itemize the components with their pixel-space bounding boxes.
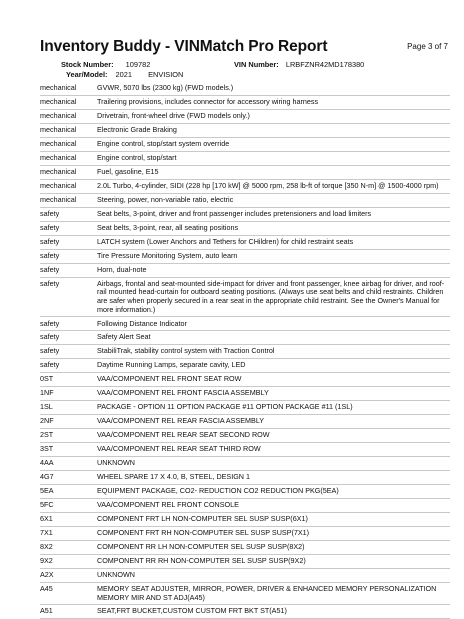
row-description: UNKNOWN bbox=[97, 458, 135, 468]
table-row bbox=[40, 208, 450, 222]
table-row bbox=[40, 345, 450, 359]
page-number: Page 3 of 7 bbox=[407, 42, 448, 51]
table-row bbox=[40, 110, 450, 124]
options-table bbox=[40, 82, 450, 619]
row-code: mechanical bbox=[40, 83, 77, 93]
stock-number-field bbox=[61, 60, 150, 69]
table-row bbox=[40, 138, 450, 152]
table-row bbox=[40, 485, 450, 499]
model-value: ENVISION bbox=[148, 70, 184, 79]
table-row bbox=[40, 499, 450, 513]
table-row bbox=[40, 222, 450, 236]
row-description: Safety Alert Seat bbox=[97, 332, 151, 342]
row-description: Steering, power, non-variable ratio, electric bbox=[97, 194, 234, 204]
table-row bbox=[40, 569, 450, 583]
table-row bbox=[40, 331, 450, 345]
row-description: GVWR, 5070 lbs (2300 kg) (FWD models.) bbox=[97, 83, 234, 93]
row-code: 7X1 bbox=[40, 528, 53, 538]
table-row bbox=[40, 555, 450, 569]
row-description: VAA/COMPONENT REL REAR SEAT SECOND ROW bbox=[97, 430, 270, 440]
row-description: SEAT,FRT BUCKET,CUSTOM CUSTOM FRT BKT ST(A51) bbox=[97, 606, 287, 616]
row-description: Tire Pressure Monitoring System, auto learn bbox=[97, 250, 238, 260]
row-code: mechanical bbox=[40, 97, 77, 107]
row-description: EQUIPMENT PACKAGE, CO2- REDUCTION CO2 REDUCTION PKG(5EA) bbox=[97, 486, 339, 496]
table-row bbox=[40, 429, 450, 443]
row-code: safety bbox=[40, 236, 60, 246]
row-code: 3ST bbox=[40, 444, 54, 454]
row-description: MEMORY SEAT ADJUSTER, MIRROR, POWER, DRIVER & ENHANCED MEMORY PERSONALIZATION MEMORY MIR AND ST ADJ(A45) bbox=[97, 583, 437, 602]
row-code: A51 bbox=[40, 606, 53, 616]
table-row bbox=[40, 359, 450, 373]
table-row bbox=[40, 96, 450, 110]
stock-number-value: 109782 bbox=[125, 60, 151, 69]
row-code: 2ST bbox=[40, 430, 54, 440]
row-code: mechanical bbox=[40, 125, 77, 135]
year-value: 2021 bbox=[115, 70, 132, 79]
table-row bbox=[40, 443, 450, 457]
row-code: safety bbox=[40, 264, 60, 274]
row-description: VAA/COMPONENT REL REAR FASCIA ASSEMBLY bbox=[97, 416, 265, 426]
table-row bbox=[40, 236, 450, 250]
stock-number-label: Stock Number: bbox=[61, 60, 114, 69]
table-row bbox=[40, 471, 450, 485]
row-code: mechanical bbox=[40, 167, 77, 176]
table-row bbox=[40, 264, 450, 278]
row-description: Fuel, gasoline, E15 bbox=[97, 167, 159, 176]
table-row bbox=[40, 250, 450, 264]
row-description: COMPONENT FRT LH NON-COMPUTER SEL SUSP SUSP(6X1) bbox=[97, 514, 308, 524]
row-description: Daytime Running Lamps, separate cavity, LED bbox=[97, 360, 246, 370]
row-code: safety bbox=[40, 250, 60, 260]
table-row bbox=[40, 82, 450, 96]
table-row bbox=[40, 605, 450, 619]
row-code: mechanical bbox=[40, 194, 77, 204]
row-code: 2NF bbox=[40, 416, 54, 426]
row-code: 1NF bbox=[40, 388, 54, 398]
vin-number-label: VIN Number: bbox=[234, 60, 279, 69]
row-code: safety bbox=[40, 208, 60, 218]
row-code: A45 bbox=[40, 583, 53, 593]
table-row bbox=[40, 166, 450, 180]
row-code: mechanical bbox=[40, 111, 77, 121]
row-code: 0ST bbox=[40, 374, 54, 384]
row-code: 5FC bbox=[40, 500, 54, 510]
row-description: Horn, dual-note bbox=[97, 264, 147, 274]
row-code: mechanical bbox=[40, 139, 77, 149]
row-description: COMPONENT RR LH NON-COMPUTER SEL SUSP SUSP(8X2) bbox=[97, 542, 305, 551]
vin-number-value: LRBFZNR42MD178380 bbox=[285, 60, 365, 69]
row-code: safety bbox=[40, 278, 60, 288]
row-code: 8X2 bbox=[40, 542, 53, 551]
table-row bbox=[40, 124, 450, 138]
row-description: COMPONENT FRT RH NON-COMPUTER SEL SUSP SUSP(7X1) bbox=[97, 528, 310, 538]
row-description: VAA/COMPONENT REL REAR SEAT THIRD ROW bbox=[97, 444, 261, 454]
row-description: VAA/COMPONENT REL FRONT SEAT ROW bbox=[97, 374, 242, 384]
vin-number-field bbox=[234, 60, 364, 69]
row-code: 6X1 bbox=[40, 514, 53, 524]
table-row bbox=[40, 401, 450, 415]
report-title: Inventory Buddy - VINMatch Pro Report bbox=[40, 38, 328, 55]
row-description: Seat belts, 3-point, driver and front passenger includes pretensioners and load limiters bbox=[97, 208, 372, 218]
row-description: Engine control, stop/start system override bbox=[97, 139, 230, 149]
row-code: safety bbox=[40, 346, 60, 356]
row-code: safety bbox=[40, 332, 60, 342]
row-code: mechanical bbox=[40, 153, 77, 163]
row-description: VAA/COMPONENT REL FRONT FASCIA ASSEMBLY bbox=[97, 388, 269, 398]
row-description: Following Distance Indicator bbox=[97, 318, 187, 328]
row-code: 9X2 bbox=[40, 555, 53, 565]
row-description: StabiliTrak, stability control system with Traction Control bbox=[97, 346, 275, 356]
year-model-field bbox=[66, 70, 183, 79]
table-row bbox=[40, 152, 450, 166]
row-description: PACKAGE - OPTION 11 OPTION PACKAGE #11 OPTION PACKAGE #11 (1SL) bbox=[97, 402, 353, 412]
table-row bbox=[40, 180, 450, 194]
table-row bbox=[40, 457, 450, 471]
row-code: mechanical bbox=[40, 180, 77, 190]
row-code: 4AA bbox=[40, 458, 54, 468]
table-row bbox=[40, 278, 450, 318]
row-code: 4G7 bbox=[40, 472, 54, 482]
row-description: WHEEL SPARE 17 X 4.0, B, STEEL, DESIGN 1 bbox=[97, 472, 250, 482]
row-description: 2.0L Turbo, 4-cylinder, SIDI (228 hp [170 kW] @ 5000 rpm, 258 lb-ft of torque [350 N-m] @ 1500-4000 rpm) bbox=[97, 180, 439, 190]
row-description: Seat belts, 3-point, rear, all seating positions bbox=[97, 222, 239, 232]
table-row bbox=[40, 387, 450, 401]
row-description: Engine control, stop/start bbox=[97, 153, 177, 163]
row-description: LATCH system (Lower Anchors and Tethers for CHildren) for child restraint seats bbox=[97, 236, 354, 246]
row-code: safety bbox=[40, 318, 60, 328]
table-row bbox=[40, 194, 450, 208]
table-row bbox=[40, 541, 450, 555]
row-description: Electronic Grade Braking bbox=[97, 125, 177, 135]
row-code: A2X bbox=[40, 569, 54, 579]
row-code: 1SL bbox=[40, 402, 53, 412]
year-model-label: Year/Model: bbox=[66, 70, 108, 79]
row-description: COMPONENT RR RH NON-COMPUTER SEL SUSP SUSP(9X2) bbox=[97, 555, 306, 565]
row-code: 5EA bbox=[40, 486, 54, 496]
row-description: Airbags, frontal and seat-mounted side-impact for driver and front passenger, knee airbag for driver, and roof-rail mounted head-curtain for outboard seating positions. (Always use seat belts and child restraints. Children are safer when properly secured in a rear seat in the appropriate child restraint. See the Owner's Manual for more information.) bbox=[97, 278, 445, 314]
row-description: Trailering provisions, includes connector for accessory wiring harness bbox=[97, 97, 319, 107]
row-description: Drivetrain, front-wheel drive (FWD models only.) bbox=[97, 111, 250, 121]
table-row bbox=[40, 317, 450, 331]
row-description: UNKNOWN bbox=[97, 569, 135, 579]
table-row bbox=[40, 415, 450, 429]
row-code: safety bbox=[40, 222, 60, 232]
table-row bbox=[40, 373, 450, 387]
table-row bbox=[40, 583, 450, 606]
table-row bbox=[40, 527, 450, 541]
table-row bbox=[40, 513, 450, 527]
row-code: safety bbox=[40, 360, 60, 370]
row-description: VAA/COMPONENT REL FRONT CONSOLE bbox=[97, 500, 239, 510]
